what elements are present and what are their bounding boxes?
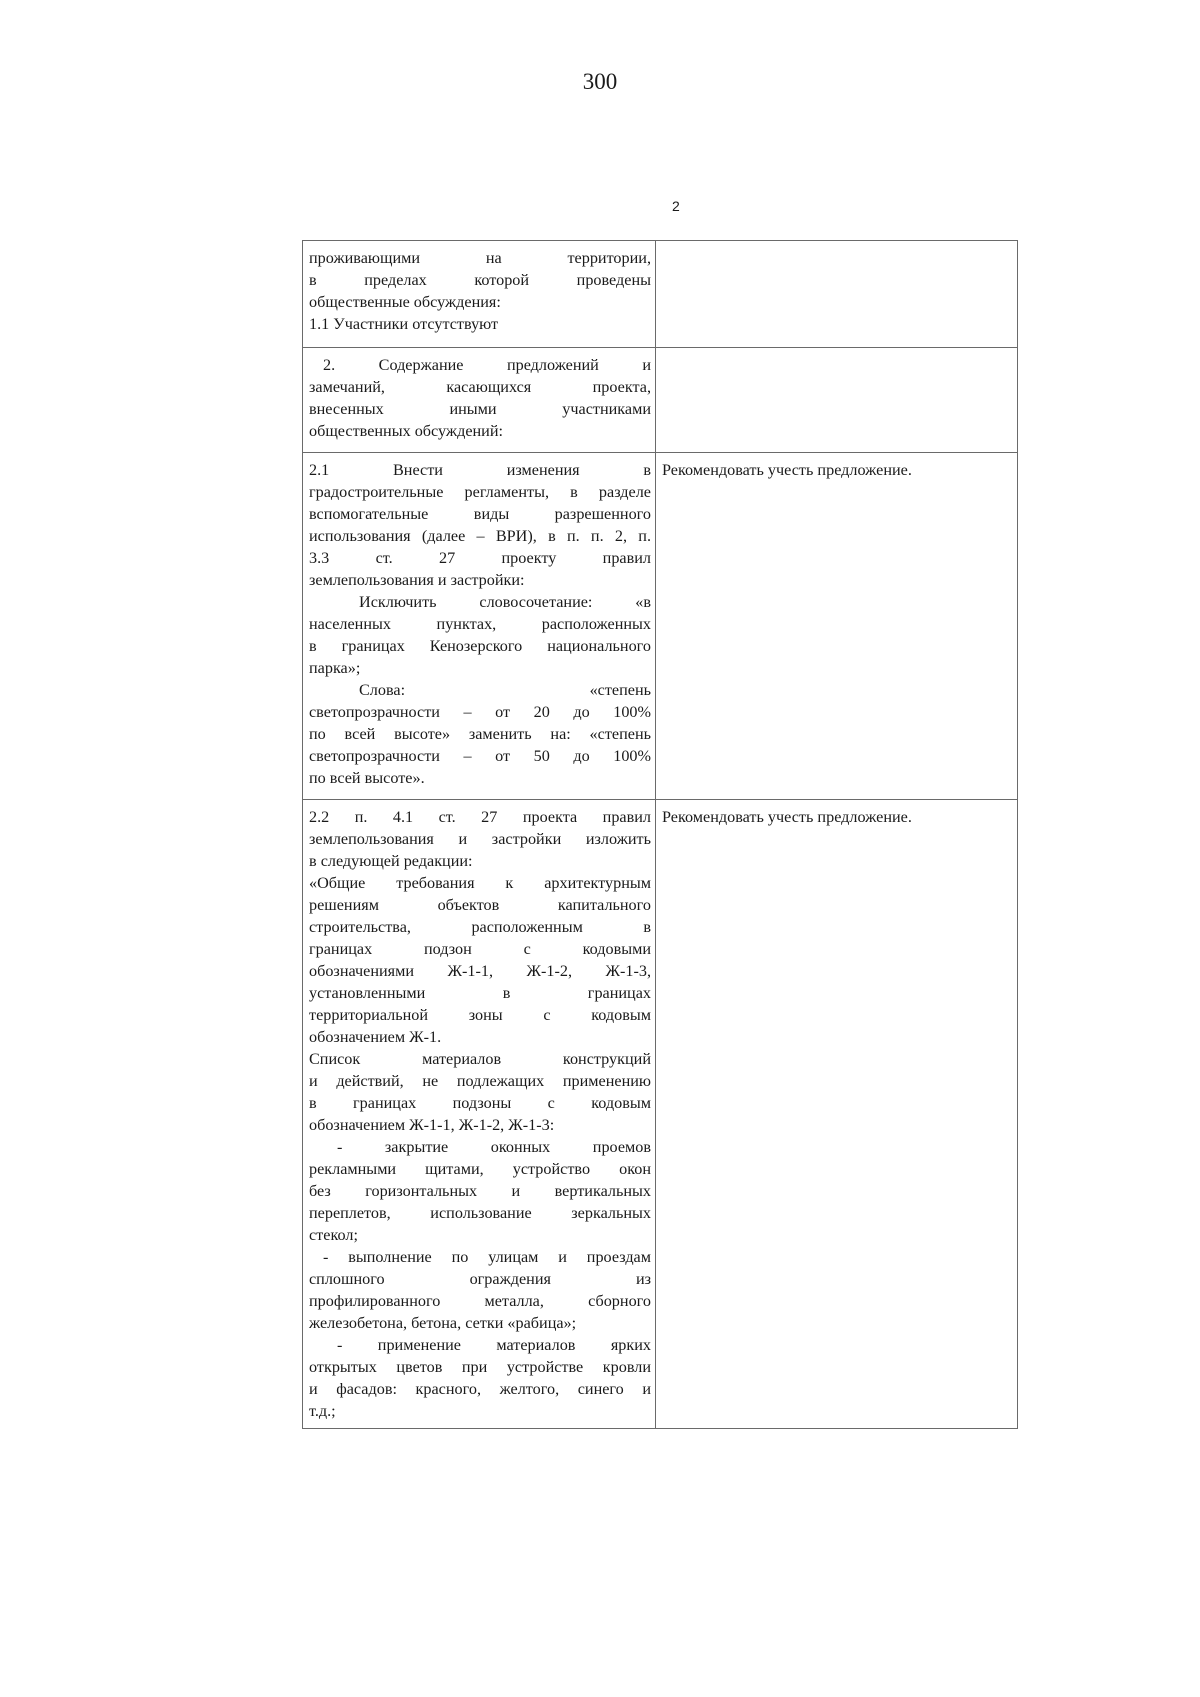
page-number: 300	[582, 69, 618, 94]
proposal-text-line: без горизонтальных и вертикальных	[309, 1182, 651, 1200]
proposal-text-line: градостроительные регламенты, в разделе	[309, 483, 651, 501]
proposals-table	[302, 240, 1018, 1429]
proposal-text-line: рекламными щитами, устройство окон	[309, 1160, 651, 1178]
table-row	[303, 800, 1018, 1429]
proposal-cell	[303, 800, 656, 1429]
proposal-text-line: землепользования и застройки:	[309, 571, 525, 589]
proposal-text-line: в границах подзоны с кодовым	[309, 1094, 651, 1112]
proposal-text-line: 2.2 п. 4.1 ст. 27 проекта правил	[309, 808, 651, 826]
table-body	[303, 241, 1018, 1429]
proposal-text-line: вспомогательные виды разрешенного	[309, 505, 651, 523]
proposal-text-line: установленными в границах	[309, 984, 651, 1002]
proposal-text-line: 3.3 ст. 27 проекту правил	[309, 549, 651, 567]
proposal-text-line: решениям объектов капитального	[309, 896, 651, 914]
proposal-text-line: обозначением Ж-1.	[309, 1028, 442, 1046]
proposal-text-line: железобетона, бетона, сетки «рабица»;	[309, 1314, 577, 1332]
recommendation-cell	[656, 348, 1018, 453]
proposal-text-line: 2.1 Внести изменения в	[309, 461, 651, 479]
sub-page-number: 2	[672, 198, 680, 214]
table-row	[303, 241, 1018, 348]
proposal-text-line: сплошного ограждения из	[309, 1270, 651, 1288]
proposal-text-line: - закрытие оконных проемов	[337, 1138, 651, 1156]
proposal-text-line: открытых цветов при устройстве кровли	[309, 1358, 651, 1376]
proposal-text-line: т.д.;	[309, 1402, 336, 1420]
proposal-text-line: светопрозрачности – от 50 до 100%	[309, 747, 651, 765]
proposal-text-line: обозначением Ж-1-1, Ж-1-2, Ж-1-3:	[309, 1116, 555, 1134]
proposal-text-line: парка»;	[309, 659, 361, 677]
proposal-text-line: переплетов, использование зеркальных	[309, 1204, 651, 1222]
proposal-text-line: обозначениями Ж-1-1, Ж-1-2, Ж-1-3,	[309, 962, 651, 980]
proposal-text-line: по всей высоте».	[309, 769, 425, 787]
proposal-text-line: - применение материалов ярких	[337, 1336, 651, 1354]
proposal-text-line: населенных пунктах, расположенных	[309, 615, 651, 633]
proposal-text-line: профилированного металла, сборного	[309, 1292, 651, 1310]
proposal-text-line: строительства, расположенным в	[309, 918, 651, 936]
recommendation-cell: Рекомендовать учесть предложение.	[656, 453, 1018, 800]
proposal-text-line: и фасадов: красного, желтого, синего и	[309, 1380, 651, 1398]
proposal-cell	[303, 348, 656, 453]
recommendation-cell: Рекомендовать учесть предложение.	[656, 800, 1018, 1429]
proposal-text-line: территориальной зоны с кодовым	[309, 1006, 651, 1024]
proposal-text-line: проживающими на территории,	[309, 249, 651, 267]
proposal-text-line: Список материалов конструкций	[309, 1050, 651, 1068]
proposal-cell	[303, 453, 656, 800]
proposal-text-line: общественные обсуждения:	[309, 293, 501, 311]
table-row	[303, 348, 1018, 453]
proposal-text-line: 2. Содержание предложений и	[323, 356, 651, 374]
proposal-text-line: в следующей редакции:	[309, 852, 473, 870]
proposal-text-line: землепользования и застройки изложить	[309, 830, 651, 848]
proposal-text-line: по всей высоте» заменить на: «степень	[309, 725, 651, 743]
proposal-text-line: границах подзон с кодовыми	[309, 940, 651, 958]
proposal-cell	[303, 241, 656, 348]
proposal-text-line: общественных обсуждений:	[309, 422, 503, 440]
proposal-text-line: светопрозрачности – от 20 до 100%	[309, 703, 651, 721]
proposal-text-line: Слова: «степень	[359, 681, 651, 699]
proposal-text-line: и действий, не подлежащих применению	[309, 1072, 651, 1090]
proposal-text-line: стекол;	[309, 1226, 358, 1244]
proposal-text-line: Исключить словосочетание: «в	[359, 593, 651, 611]
proposal-text-line: - выполнение по улицам и проездам	[323, 1248, 651, 1266]
proposal-text-line: использования (далее – ВРИ), в п. п. 2, п.	[309, 527, 651, 545]
proposal-text-line: «Общие требования к архитектурным	[309, 874, 651, 892]
proposal-text-line: в границах Кенозерского национального	[309, 637, 651, 655]
recommendation-cell	[656, 241, 1018, 348]
table-row	[303, 453, 1018, 800]
proposal-text-line: замечаний, касающихся проекта,	[309, 378, 651, 396]
proposal-text-line: в пределах которой проведены	[309, 271, 651, 289]
proposal-text-line: внесенных иными участниками	[309, 400, 651, 418]
proposal-text-line: 1.1 Участники отсутствуют	[309, 315, 499, 333]
